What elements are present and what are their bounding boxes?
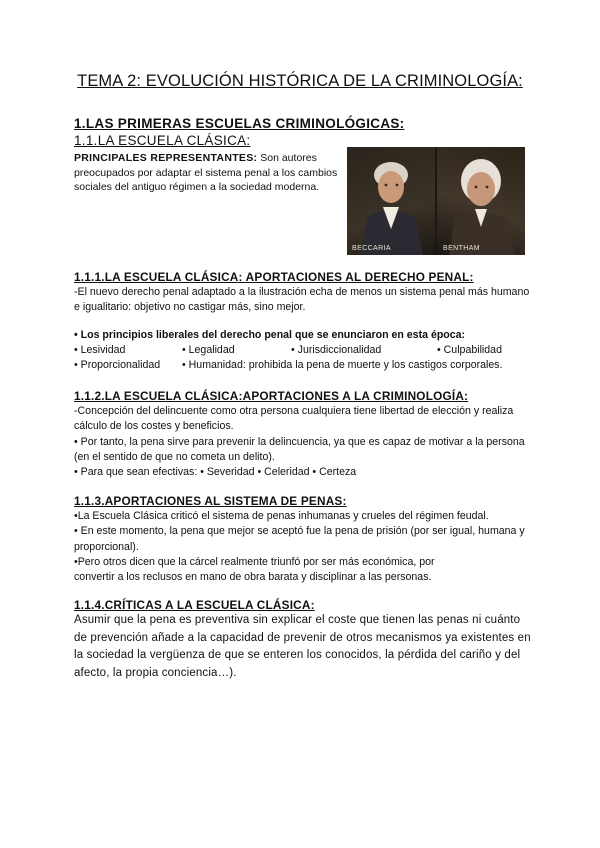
principles-row-1 xyxy=(74,343,534,358)
section-1-1-2-paragraph-1: -Concepción del delincuente como otra persona cualquiera tiene libertad de elección y realiza cálculo de los costes y beneficios. xyxy=(74,405,514,433)
subsection-heading: 1.1.LA ESCUELA CLÁSICA: xyxy=(74,133,251,148)
section-1-1-3-paragraph-2: • En este momento, la pena que mejor se aceptó fue la pena de prisión (por ser igual, humana y proporcional). xyxy=(74,525,525,553)
principle-item: • Humanidad: prohibida la pena de muerte y los castigos corporales. xyxy=(182,359,503,372)
section-1-1-2-paragraph-3: • Para que sean efectivas: • Severidad • Celeridad • Certeza xyxy=(74,466,357,479)
section-1-1-3-paragraph-1: •La Escuela Clásica criticó el sistema de penas inhumanas y crueles del régimen feudal. xyxy=(74,510,489,522)
beccaria-figure xyxy=(347,147,435,255)
intro-bold-label: PRINCIPALES REPRESENTANTES: xyxy=(74,152,258,164)
principle-item: • Legalidad xyxy=(182,343,235,356)
section-1-1-3-heading: 1.1.3.APORTACIONES AL SISTEMA DE PENAS: xyxy=(74,494,347,508)
portrait-label-bentham: BENTHAM xyxy=(443,245,481,252)
principle-item: • Jurisdiccionalidad xyxy=(291,343,382,356)
section-1-1-3-paragraph-3: •Pero otros dicen que la cárcel realmente triunfó por ser más económica, por convertir a los reclusos en mano de obra barata y disciplinar a las personas. xyxy=(74,555,435,584)
section-1-1-3 xyxy=(74,494,534,585)
section-1-1-1-paragraph: -El nuevo derecho penal adaptado a la ilustración echa de menos un sistema penal más humano e igualitario: objetivo no castigar más, sino mejor. xyxy=(74,286,530,314)
portrait-beccaria xyxy=(347,147,435,255)
section-1-1-1-heading: 1.1.1.LA ESCUELA CLÁSICA: APORTACIONES AL DERECHO PENAL: xyxy=(74,270,474,284)
section-1-1-4 xyxy=(74,598,534,682)
section-1-1-4-paragraph: Asumir que la pena es preventiva sin explicar el coste que tienen las penas ni cuánto de prevención añade a la capacidad de prevenir de otros mecanismos ya existentes en la sociedad la vergüenza de que se enteren los conocidos, la pérdida del cariño y del afecto, la propia conciencia…). xyxy=(74,614,531,679)
section-1-1-1 xyxy=(74,270,534,373)
section-1-1-4-heading: 1.1.4.CRÍTICAS A LA ESCUELA CLÁSICA: xyxy=(74,598,315,612)
principles-row-2 xyxy=(74,358,534,373)
portrait-bentham xyxy=(437,147,525,255)
intro-text: Son autores preocupados por adaptar el sistema penal a los cambios sociales del antiguo régimen a la sociedad moderna. xyxy=(74,152,338,193)
section-1-1-2 xyxy=(74,389,534,480)
intro-paragraph xyxy=(74,151,339,195)
portraits-image xyxy=(347,147,525,255)
bentham-figure xyxy=(437,147,525,255)
principles-heading-text: • Los principios liberales del derecho penal que se enunciaron en esta época: xyxy=(74,328,466,341)
principle-item: • Proporcionalidad xyxy=(74,359,161,372)
section-1-1-2-paragraph-2: • Por tanto, la pena sirve para prevenir la delincuencia, ya que es capaz de motivar a la persona (en el sentido de que no cometa un delito). xyxy=(74,435,525,463)
principle-item: • Lesividad xyxy=(74,343,126,356)
principle-item: • Culpabilidad xyxy=(437,343,502,356)
section-heading: 1.LAS PRIMERAS ESCUELAS CRIMINOLÓGICAS: xyxy=(74,116,405,131)
portrait-label-beccaria: BECCARIA xyxy=(352,245,391,252)
page-title: TEMA 2: EVOLUCIÓN HISTÓRICA DE LA CRIMINOLOGÍA: xyxy=(77,72,523,90)
principles-heading xyxy=(74,328,534,343)
section-1-1-2-heading: 1.1.2.LA ESCUELA CLÁSICA:APORTACIONES A LA CRIMINOLOGÍA: xyxy=(74,389,469,403)
